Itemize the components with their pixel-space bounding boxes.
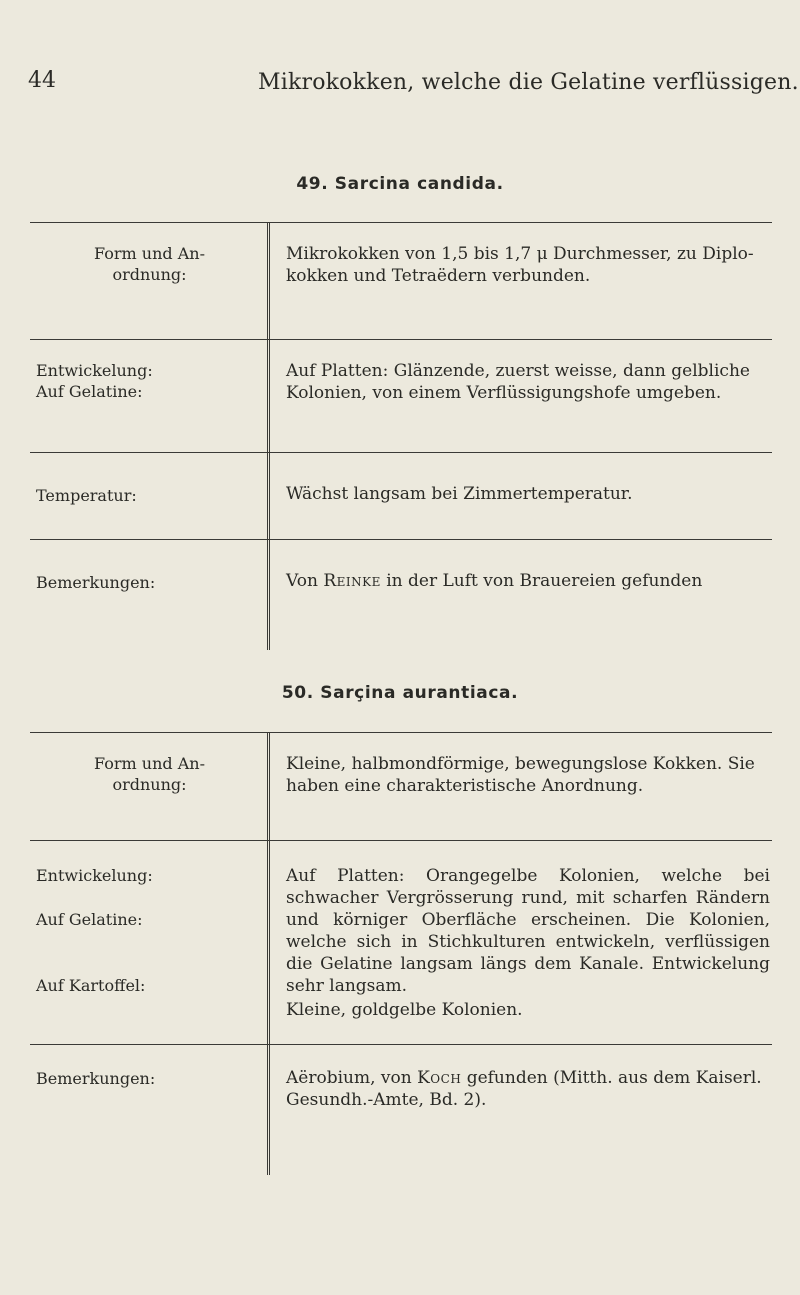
value-prefix: Aërobium, von [286,1068,412,1088]
author-name: Koch [417,1068,462,1088]
value-text: Auf Platten: Glänzende, zuerst weisse, dann gelbliche Kolonien, von einem Verflüssigungshofe umgeben. [286,361,750,403]
running-title: Mikrokokken, welche die Gelatine verflüssigen. [258,70,799,95]
value-text [286,570,772,592]
row-value [270,841,772,1044]
label-gelatine: Auf Gelatine: [36,910,143,929]
value-text: Kleine, halbmondförmige, bewegungslose Kokken. Sie haben eine charakteristische Anordnung. [286,754,755,796]
table-row-entwickelung [30,340,772,453]
value-suffix: gefunden (Mitth. aus dem Kaiserl. Gesundh.-Amte, Bd. 2). [286,1068,762,1110]
row-value [270,453,772,539]
section-title-sarcina-candida: 49. Sarcina candida. [296,174,504,194]
row-label [30,453,270,539]
row-label [30,733,270,840]
row-value [270,223,772,339]
table-row-form [30,223,772,340]
table-sarcina-aurantiaca [30,732,772,1175]
page-header [0,64,800,104]
row-label [30,223,270,339]
table-row-entwickelung [30,841,772,1045]
label-text: Entwickelung: Auf Gelatine: [36,361,153,401]
row-value [270,733,772,840]
label-kartoffel: Auf Kartoffel: [36,976,146,995]
table-row-bemerkungen [30,540,772,650]
row-label [30,1045,270,1175]
label-text: Form und An- ordnung: [94,754,205,794]
page-number: 44 [28,68,56,93]
label-text: Temperatur: [36,486,137,505]
value-suffix: in der Luft von Brauereien gefunden [386,571,703,591]
row-value [270,1045,772,1175]
value-gelatine: Auf Platten: Orangegelbe Kolonien, welche bei schwacher Vergrösserung rund, mit scharfen Rändern und körniger Oberfläche erscheinen. Die Kolonien, welche sich in Stichkulturen entwickeln, verflüssigen die Gelatine langsam längs dem Kanale. Entwickelung sehr langsam. [286,866,770,996]
value-text: Wächst langsam bei Zimmertemperatur. [286,484,633,504]
value-kartoffel: Kleine, goldgelbe Kolonien. [286,1000,523,1020]
row-value [270,340,772,452]
label-entwickelung: Entwickelung: [36,866,153,885]
label-text: Form und An- ordnung: [94,244,205,284]
author-name: Reinke [323,571,381,591]
table-row-temperatur [30,453,772,540]
value-text [286,1067,772,1111]
row-value [270,540,772,650]
table-sarcina-candida [30,222,772,650]
table-row-bemerkungen [30,1045,772,1175]
table-row-form [30,733,772,841]
label-text: Bemerkungen: [36,573,156,592]
section-title-sarcina-aurantiaca: 50. Sarçina aurantiaca. [281,683,519,703]
row-label [30,340,270,452]
row-label [30,841,270,1044]
value-text: Mikrokokken von 1,5 bis 1,7 μ Durchmesser, zu Diplo- kokken und Tetraëdern verbunden. [286,244,754,286]
row-label [30,540,270,650]
label-text: Bemerkungen: [36,1069,156,1088]
value-prefix: Von [286,571,318,591]
